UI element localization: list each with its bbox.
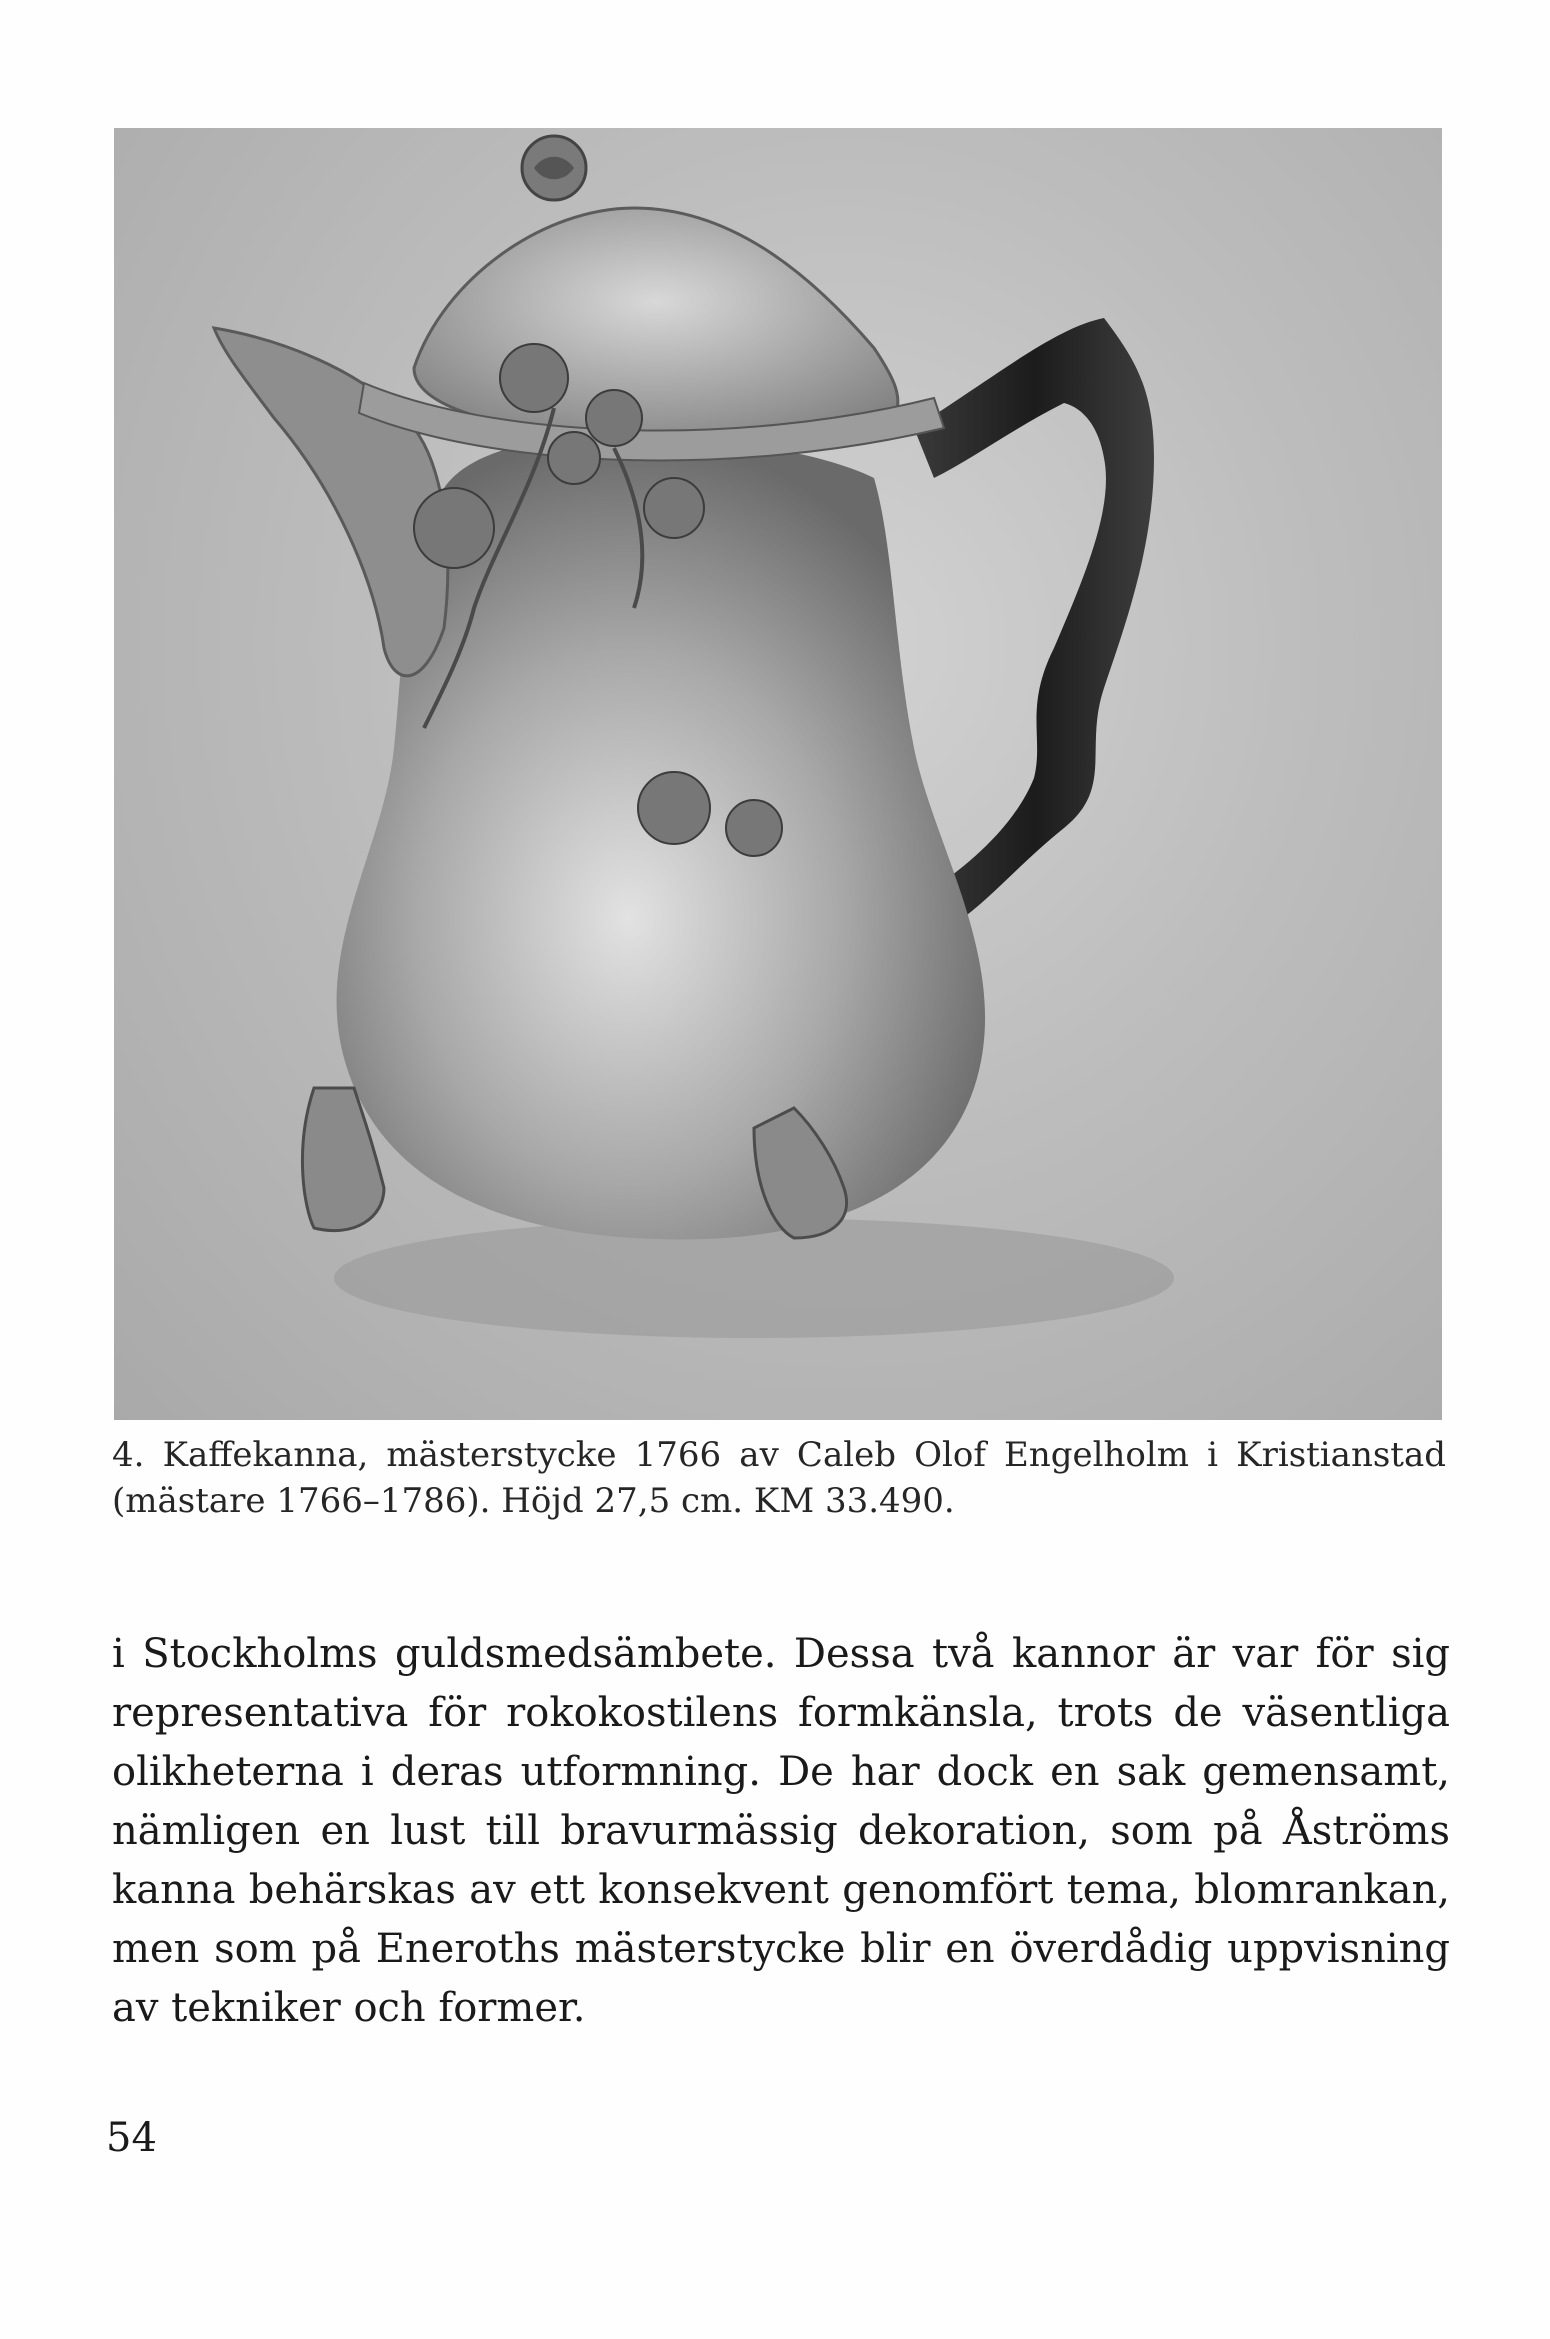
flower-shape (726, 800, 782, 856)
spout-shape (214, 328, 448, 676)
coffee-pot-photograph (114, 128, 1442, 1420)
figure-caption: 4. Kaffekanna, mästerstycke 1766 av Caleb Olof Engelholm i Kristianstad (mästare 1766–1786). Höjd 27,5 cm. KM 33.490. (112, 1435, 1446, 1521)
flower-shape (586, 390, 642, 446)
flower-shape (644, 478, 704, 538)
flower-shape (548, 432, 600, 484)
flower-shape (638, 772, 710, 844)
flower-shape (500, 344, 568, 412)
coffee-pot-illustration (114, 128, 1442, 1420)
page-number: 54 (106, 2115, 157, 2161)
flower-shape (414, 488, 494, 568)
body-text (112, 1625, 1450, 2038)
shadow-shape (334, 1218, 1174, 1338)
lid-shape (414, 208, 898, 442)
body-paragraph: i Stockholms guldsmedsämbete. Dessa två kannor är var för sig representativa för rokokostilens formkänsla, trots de väsentliga olikheterna i deras utformning. De har dock en sak gemensamt, nämligen en lust till bravurmässig dekoration, som på Åströms kanna behärskas av ett konsekvent genomfört tema, blomrankan, men som på Eneroths mästerstycke blir en överdådig uppvisning av tekniker och former. (112, 1631, 1450, 2031)
handle-shape (914, 318, 1154, 928)
